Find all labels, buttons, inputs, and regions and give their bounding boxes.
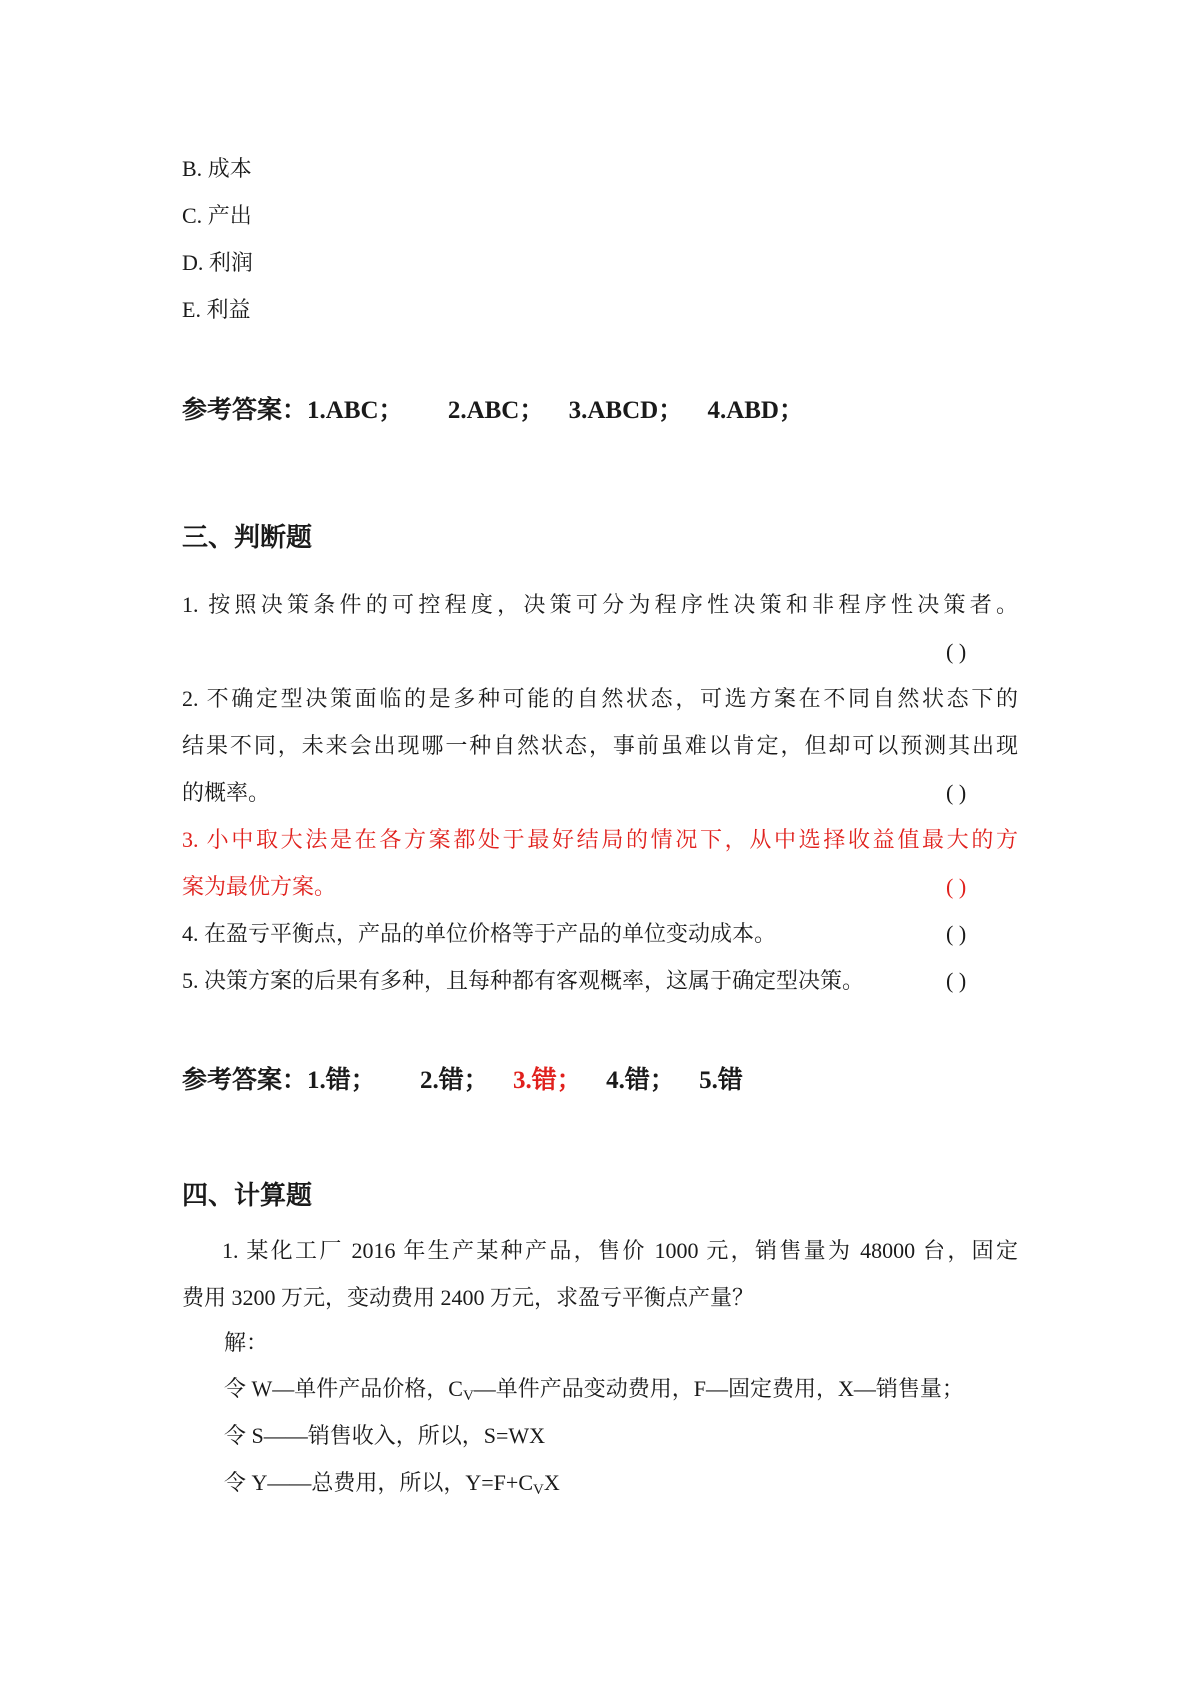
option-d: D. 利润: [182, 250, 253, 275]
judge-q2-paren: ( ): [946, 780, 967, 805]
judge-q3-line1: 3. 小中取大法是在各方案都处于最好结局的情况下，从中选择收益值最大的方: [182, 827, 1018, 852]
calc-def-1: 令 W—单件产品价格，$C_V—$单件产品变动费用，F—固定费用，X—销售量；: [224, 1376, 964, 1404]
calc-solve-label: 解：: [224, 1330, 269, 1355]
judge-q1: 1. 按照决策条件的可控程度，决策可分为程序性决策和非程序性决策者。: [182, 592, 1018, 617]
judge-q5-paren: ( ): [946, 968, 967, 993]
answer-judge-highlight: 3.错；: [513, 1067, 582, 1094]
calc-def-2: 令 S——销售收入，所以，S=WX: [224, 1423, 546, 1448]
judge-q3-paren: ( ): [946, 874, 967, 899]
judge-q5: 5. 决策方案的后果有多种，且每种都有客观概率，这属于确定型决策。: [182, 968, 865, 993]
judge-q1-paren: ( ): [946, 639, 967, 664]
calc-def-3: 令 Y——总费用，所以，$Y=F+C_VX$: [224, 1470, 560, 1498]
answer-multi: 参考答案：1.ABC； 2.ABC； 3.ABCD； 4.ABD；: [182, 397, 804, 424]
judge-q4: 4. 在盈亏平衡点，产品的单位价格等于产品的单位变动成本。: [182, 921, 777, 946]
judge-q2-line1: 2. 不确定型决策面临的是多种可能的自然状态，可选方案在不同自然状态下的: [182, 686, 1018, 711]
judge-q4-paren: ( ): [946, 921, 967, 946]
option-b: B. 成本: [182, 156, 252, 181]
calc-q1-line1: 1. 某化工厂 2016 年生产某种产品，售价 1000 元，销售量为 48000 台，固定: [222, 1238, 1018, 1263]
judge-q3-line2: 案为最优方案。: [182, 874, 337, 899]
section-4-title: 四、计算题: [182, 1181, 313, 1210]
judge-q2-line3: 的概率。: [182, 780, 271, 805]
section-3-title: 三、判断题: [182, 523, 313, 552]
option-e: E. 利益: [182, 297, 251, 322]
judge-q2-line2: 结果不同，未来会出现哪一种自然状态，事前虽难以肯定，但却可以预测其出现: [182, 733, 1018, 758]
option-c: C. 产出: [182, 203, 252, 228]
calc-q1-line2: 费用 3200 万元，变动费用 2400 万元，求盈亏平衡点产量？: [182, 1285, 755, 1310]
answer-judge: 参考答案：1.错； 2.错； 3.错； 4.错； 5.错: [182, 1067, 743, 1094]
